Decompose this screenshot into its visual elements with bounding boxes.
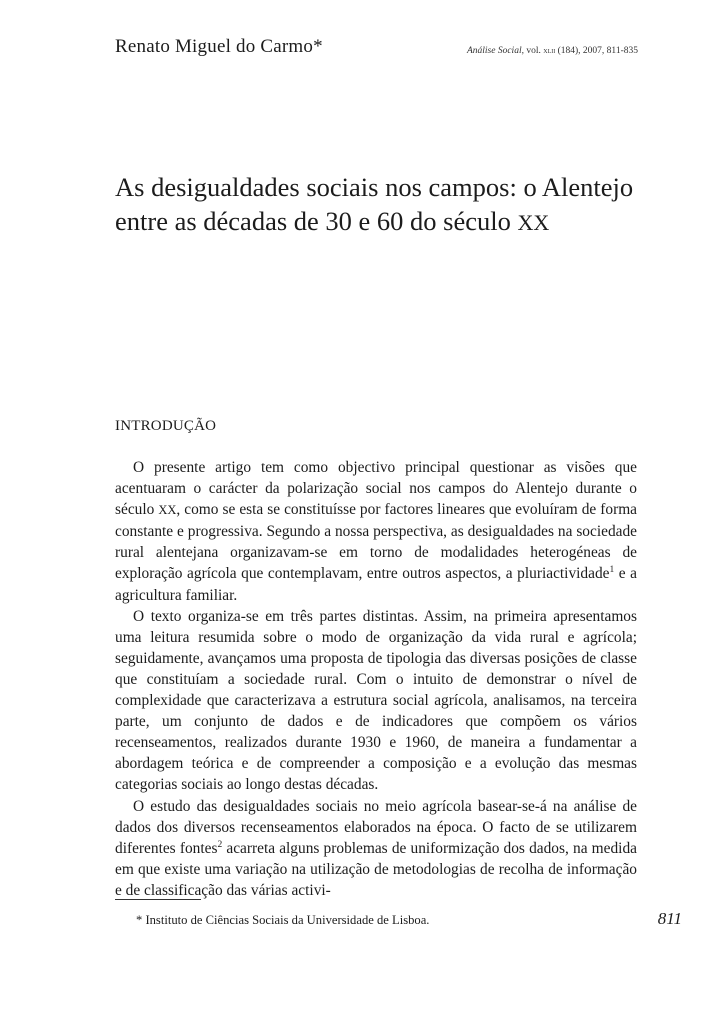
paragraph-1-text-b: , como se esta se constituísse por factores lineares que evoluíram de forma constante e progressiva. Segundo a nossa perspectiva, as desigualdades na sociedade rural alentejana organizavam-se em torno de modalidades heterogéneas de exploração agrícola que contemplavam, entre outros aspectos, a pluriactividade — [115, 501, 637, 583]
paragraph-3 — [115, 796, 637, 901]
journal-issue-pages: (184), 2007, 811-835 — [555, 46, 638, 56]
paragraph-1-century: XX — [158, 503, 177, 518]
section-heading: INTRODUÇÃO — [115, 418, 217, 434]
paragraph-2: O texto organiza-se em três partes distintas. Assim, na primeira apresentamos uma leitura resumida sobre o modo de organização da vida rural e agrícola; seguidamente, avançamos uma proposta de tipologia das diversas posições de classe que constituíam a sociedade rural. Com o intuito de demonstrar o nível de complexidade que caracterizava a estrutura social agrícola, analisamos, na terceira parte, um conjunto de dados e de indicadores que compõem os vários recenseamentos, realizados durante 1930 e 1960, de maneira a fundamentar a abordagem teórica e de compreender a composição e a evolução das mesmas categorias sociais ao longo destas décadas. — [115, 607, 637, 794]
running-header-journal — [467, 45, 638, 56]
paragraph-3-text-b: acarreta alguns problemas de uniformização dos dados, na medida em que existe uma variação na utilização de metodologias de recolha de informação e de classificação das várias activi- — [115, 839, 637, 899]
footnote-ref-1: 1 — [609, 565, 615, 576]
title-century: XX — [517, 210, 550, 235]
article-title — [115, 170, 655, 240]
paragraph-1-text-c: e a agricultura familiar. — [115, 565, 637, 604]
article-body — [115, 457, 637, 901]
footnote-divider — [115, 899, 201, 900]
paragraph-3-text-a: O estudo das desigualdades sociais no meio agrícola basear-se-á na análise de dados dos diversos recenseamentos elaborados na época. O facto de se utilizarem diferentes fontes — [115, 797, 637, 857]
footnote-ref-2: 2 — [217, 839, 223, 850]
journal-name: Análise Social, — [466, 46, 524, 56]
title-line-2: entre as décadas de 30 e 60 do século — [115, 206, 518, 236]
paragraph-1-text-a: O presente artigo tem como objectivo principal questionar as visões que acentuaram o carácter da polarização social nos campos do Alentejo durante o século — [115, 459, 637, 519]
page-number: 811 — [657, 909, 682, 928]
title-line-1: As desigualdades sociais nos campos: o Alentejo — [115, 172, 634, 202]
footnote-affiliation: * Instituto de Ciências Sociais da Universidade de Lisboa. — [136, 913, 430, 927]
paragraph-1 — [115, 457, 637, 606]
journal-vol-prefix: vol. — [523, 46, 544, 56]
running-header-author: Renato Miguel do Carmo* — [115, 36, 323, 57]
journal-volume: xlii — [543, 45, 556, 55]
